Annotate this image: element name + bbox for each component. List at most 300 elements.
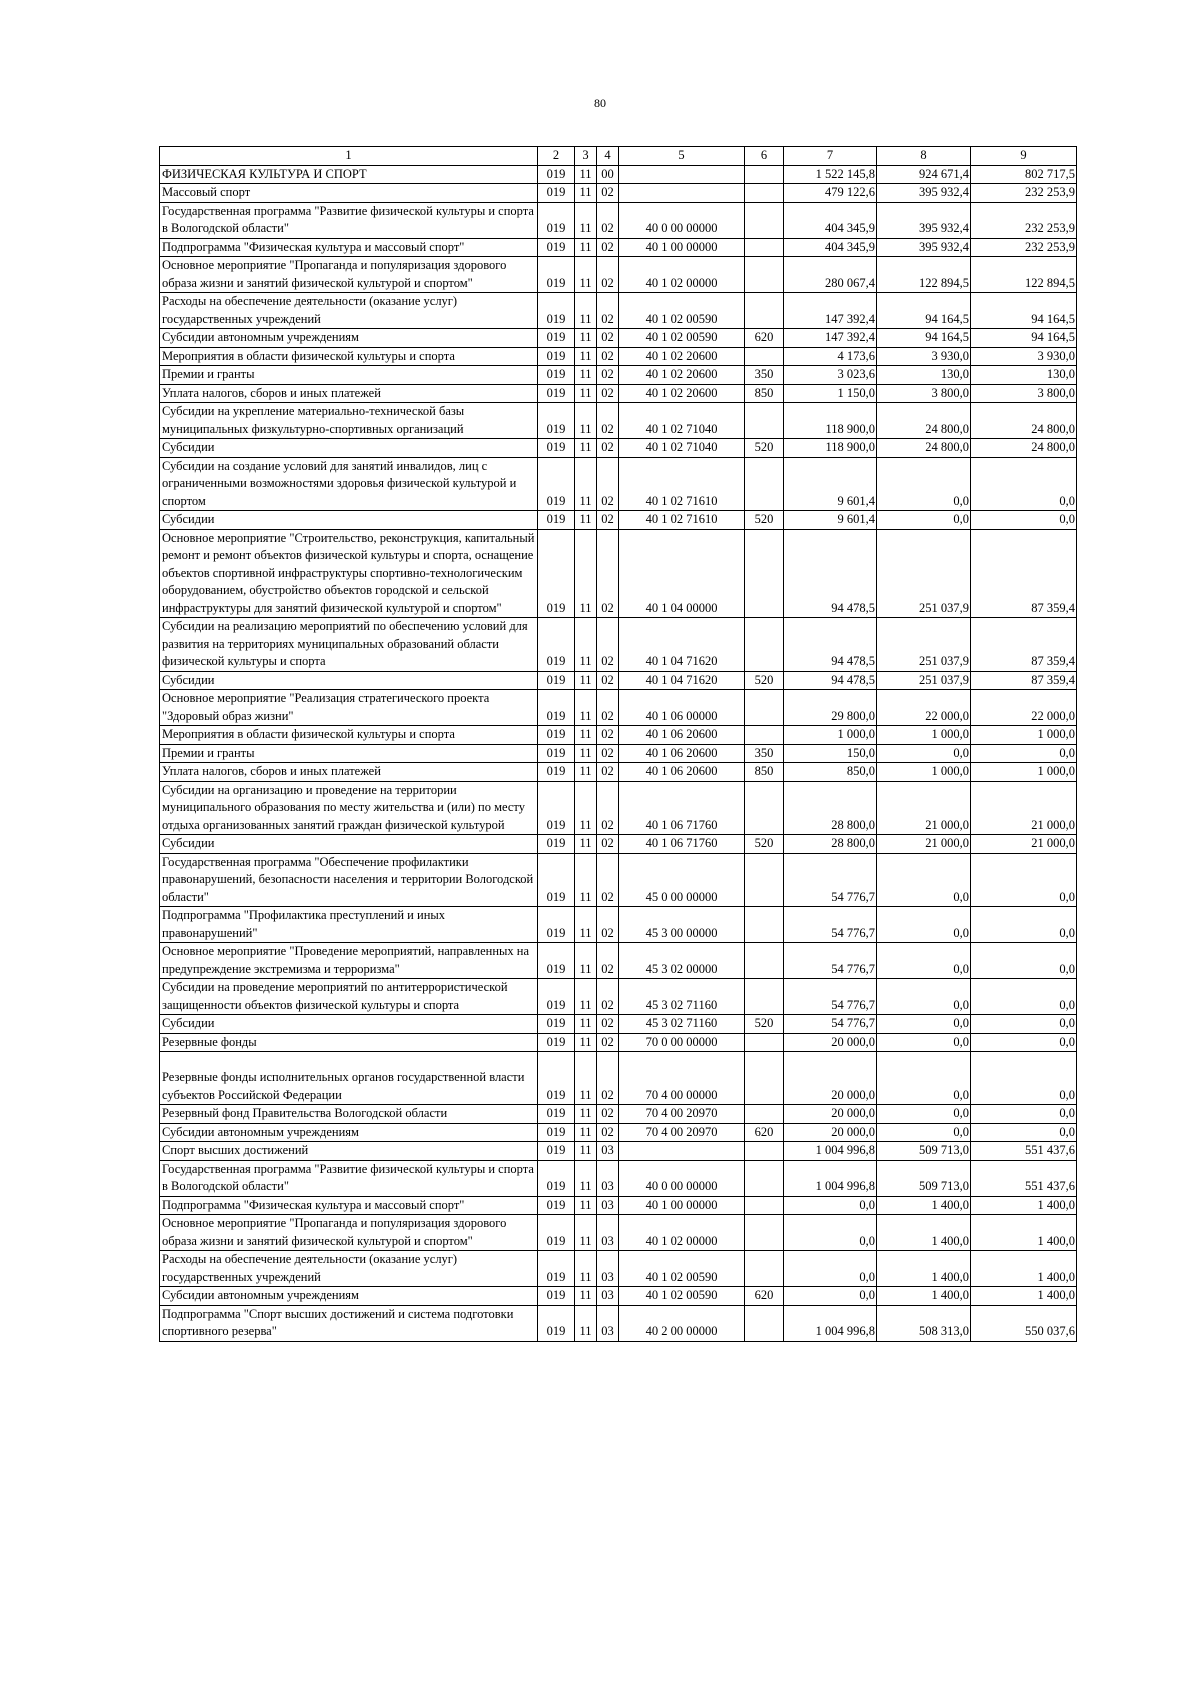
- amount-col-7: 0,0: [784, 1287, 877, 1306]
- code-expense-type: [745, 238, 784, 257]
- amount-col-7: 94 478,5: [784, 529, 877, 618]
- row-name: Основное мероприятие "Строительство, реконструкция, капитальный ремонт и ремонт объектов физической культуры и спорта, оснащение объектов спортивной инфраструктуры спортивно-технологическим оборудованием, обустройство объектов городской и сельской инфраструктуры для занятий физической культурой и спортом": [160, 529, 538, 618]
- amount-col-9: 0,0: [971, 511, 1077, 530]
- table-row: [160, 781, 1077, 835]
- amount-col-7: 147 392,4: [784, 329, 877, 348]
- code-expense-type: [745, 1251, 784, 1287]
- code-expense-type: 350: [745, 366, 784, 385]
- code-section: 11: [575, 457, 597, 511]
- code-target-article: 40 1 00 00000: [619, 238, 745, 257]
- code-subsection: 02: [597, 202, 619, 238]
- amount-col-8: 94 164,5: [877, 329, 971, 348]
- amount-col-9: 87 359,4: [971, 671, 1077, 690]
- amount-col-7: 20 000,0: [784, 1105, 877, 1124]
- row-name: Субсидии автономным учреждениям: [160, 329, 538, 348]
- row-name: Субсидии на создание условий для занятий инвалидов, лиц с ограниченными возможностями здоровья физической культурой и спортом: [160, 457, 538, 511]
- code-ministry: 019: [538, 943, 575, 979]
- code-target-article: 45 3 02 71160: [619, 1015, 745, 1034]
- table-row: [160, 184, 1077, 203]
- code-subsection: 02: [597, 384, 619, 403]
- amount-col-9: 21 000,0: [971, 781, 1077, 835]
- code-section: 11: [575, 763, 597, 782]
- code-subsection: 02: [597, 671, 619, 690]
- code-ministry: 019: [538, 238, 575, 257]
- row-name: Подпрограмма "Профилактика преступлений и иных правонарушений": [160, 907, 538, 943]
- code-expense-type: 620: [745, 1123, 784, 1142]
- code-section: 11: [575, 1105, 597, 1124]
- code-target-article: 70 4 00 20970: [619, 1123, 745, 1142]
- row-name: Мероприятия в области физической культуры и спорта: [160, 726, 538, 745]
- table-row: [160, 1123, 1077, 1142]
- code-expense-type: [745, 618, 784, 672]
- row-name: Государственная программа "Обеспечение профилактики правонарушений, безопасности населения и территории Вологодской области": [160, 853, 538, 907]
- page-number: 80: [594, 96, 606, 110]
- amount-col-7: 0,0: [784, 1251, 877, 1287]
- code-ministry: 019: [538, 781, 575, 835]
- table-row: [160, 347, 1077, 366]
- code-section: 11: [575, 943, 597, 979]
- row-name: Уплата налогов, сборов и иных платежей: [160, 763, 538, 782]
- amount-col-8: 395 932,4: [877, 184, 971, 203]
- code-section: 11: [575, 618, 597, 672]
- code-target-article: 40 1 02 00590: [619, 329, 745, 348]
- code-expense-type: [745, 184, 784, 203]
- amount-col-7: 1 004 996,8: [784, 1160, 877, 1196]
- code-ministry: 019: [538, 184, 575, 203]
- amount-col-9: 0,0: [971, 744, 1077, 763]
- amount-col-8: 1 400,0: [877, 1251, 971, 1287]
- code-target-article: 40 1 04 71620: [619, 671, 745, 690]
- column-header: 7: [784, 147, 877, 166]
- amount-col-8: 21 000,0: [877, 781, 971, 835]
- amount-col-7: 0,0: [784, 1196, 877, 1215]
- table-row: [160, 511, 1077, 530]
- amount-col-8: 0,0: [877, 1015, 971, 1034]
- table-row: [160, 1015, 1077, 1034]
- row-name: Государственная программа "Развитие физической культуры и спорта в Вологодской области": [160, 1160, 538, 1196]
- code-subsection: 02: [597, 763, 619, 782]
- table-row: [160, 1251, 1077, 1287]
- code-section: 11: [575, 1215, 597, 1251]
- amount-col-8: 395 932,4: [877, 202, 971, 238]
- code-target-article: 45 3 02 71160: [619, 979, 745, 1015]
- row-name: Субсидии автономным учреждениям: [160, 1123, 538, 1142]
- amount-col-7: 4 173,6: [784, 347, 877, 366]
- amount-col-7: 54 776,7: [784, 943, 877, 979]
- column-number-row: [160, 147, 1077, 166]
- code-expense-type: [745, 257, 784, 293]
- code-expense-type: [745, 165, 784, 184]
- code-ministry: 019: [538, 202, 575, 238]
- code-subsection: 02: [597, 907, 619, 943]
- amount-col-7: 3 023,6: [784, 366, 877, 385]
- code-ministry: 019: [538, 439, 575, 458]
- amount-col-9: 1 400,0: [971, 1215, 1077, 1251]
- code-target-article: 40 1 00 00000: [619, 1196, 745, 1215]
- code-ministry: 019: [538, 347, 575, 366]
- amount-col-9: 22 000,0: [971, 690, 1077, 726]
- amount-col-7: 404 345,9: [784, 238, 877, 257]
- code-expense-type: 850: [745, 384, 784, 403]
- table-row: [160, 690, 1077, 726]
- amount-col-7: 94 478,5: [784, 671, 877, 690]
- row-name: Премии и гранты: [160, 366, 538, 385]
- code-expense-type: [745, 202, 784, 238]
- code-target-article: [619, 1142, 745, 1161]
- code-section: 11: [575, 165, 597, 184]
- code-ministry: 019: [538, 1287, 575, 1306]
- code-target-article: 40 1 06 20600: [619, 726, 745, 745]
- code-target-article: 40 1 02 00000: [619, 1215, 745, 1251]
- table-row: [160, 979, 1077, 1015]
- code-ministry: 019: [538, 690, 575, 726]
- row-name: Субсидии автономным учреждениям: [160, 1287, 538, 1306]
- code-target-article: [619, 184, 745, 203]
- row-name: Субсидии: [160, 835, 538, 854]
- table-row: [160, 1305, 1077, 1341]
- row-name: Расходы на обеспечение деятельности (оказание услуг) государственных учреждений: [160, 1251, 538, 1287]
- amount-col-8: 1 400,0: [877, 1287, 971, 1306]
- amount-col-8: 1 000,0: [877, 726, 971, 745]
- amount-col-7: 20 000,0: [784, 1123, 877, 1142]
- code-section: 11: [575, 1142, 597, 1161]
- amount-col-9: 1 000,0: [971, 726, 1077, 745]
- code-target-article: 40 0 00 00000: [619, 1160, 745, 1196]
- table-row: [160, 1196, 1077, 1215]
- code-target-article: 40 1 02 20600: [619, 347, 745, 366]
- row-name: Субсидии: [160, 439, 538, 458]
- table-row: [160, 763, 1077, 782]
- code-subsection: 02: [597, 184, 619, 203]
- code-section: 11: [575, 184, 597, 203]
- code-section: 11: [575, 907, 597, 943]
- column-header: 6: [745, 147, 784, 166]
- code-expense-type: [745, 1142, 784, 1161]
- code-section: 11: [575, 853, 597, 907]
- code-section: 11: [575, 835, 597, 854]
- row-name: Резервный фонд Правительства Вологодской области: [160, 1105, 538, 1124]
- code-section: 11: [575, 1015, 597, 1034]
- table-row: [160, 202, 1077, 238]
- amount-col-9: 3 800,0: [971, 384, 1077, 403]
- table-row: [160, 943, 1077, 979]
- amount-col-8: 508 313,0: [877, 1305, 971, 1341]
- amount-col-8: 0,0: [877, 511, 971, 530]
- code-section: 11: [575, 690, 597, 726]
- amount-col-8: 0,0: [877, 979, 971, 1015]
- table-row: [160, 744, 1077, 763]
- amount-col-7: 1 000,0: [784, 726, 877, 745]
- code-ministry: 019: [538, 1033, 575, 1052]
- code-ministry: 019: [538, 384, 575, 403]
- code-ministry: 019: [538, 1251, 575, 1287]
- amount-col-8: 21 000,0: [877, 835, 971, 854]
- code-target-article: 45 3 02 00000: [619, 943, 745, 979]
- code-ministry: 019: [538, 293, 575, 329]
- code-section: 11: [575, 1033, 597, 1052]
- code-subsection: 02: [597, 744, 619, 763]
- amount-col-8: 251 037,9: [877, 671, 971, 690]
- amount-col-9: 87 359,4: [971, 529, 1077, 618]
- amount-col-8: 251 037,9: [877, 529, 971, 618]
- code-target-article: 40 1 02 71040: [619, 403, 745, 439]
- row-name: Подпрограмма "Физическая культура и массовый спорт": [160, 1196, 538, 1215]
- row-name: Субсидии на реализацию мероприятий по обеспечению условий для развития на территориях муниципальных образований области физической культуры и спорта: [160, 618, 538, 672]
- amount-col-9: 0,0: [971, 943, 1077, 979]
- amount-col-7: 850,0: [784, 763, 877, 782]
- code-expense-type: [745, 529, 784, 618]
- code-target-article: 40 0 00 00000: [619, 202, 745, 238]
- amount-col-8: 1 400,0: [877, 1196, 971, 1215]
- amount-col-8: 24 800,0: [877, 439, 971, 458]
- table-row: [160, 907, 1077, 943]
- table-row: [160, 293, 1077, 329]
- code-subsection: 02: [597, 457, 619, 511]
- table-row: [160, 618, 1077, 672]
- code-target-article: 40 2 00 00000: [619, 1305, 745, 1341]
- code-expense-type: [745, 943, 784, 979]
- code-expense-type: [745, 1215, 784, 1251]
- amount-col-7: 0,0: [784, 1215, 877, 1251]
- row-name: Премии и гранты: [160, 744, 538, 763]
- amount-col-8: 395 932,4: [877, 238, 971, 257]
- table-row: [160, 726, 1077, 745]
- amount-col-9: 3 930,0: [971, 347, 1077, 366]
- code-expense-type: [745, 1305, 784, 1341]
- code-target-article: 40 1 06 20600: [619, 744, 745, 763]
- table-row: [160, 1052, 1077, 1105]
- amount-col-9: 94 164,5: [971, 293, 1077, 329]
- code-ministry: 019: [538, 1142, 575, 1161]
- amount-col-8: 22 000,0: [877, 690, 971, 726]
- table-row: [160, 403, 1077, 439]
- column-header: 4: [597, 147, 619, 166]
- code-ministry: 019: [538, 329, 575, 348]
- amount-col-7: 9 601,4: [784, 511, 877, 530]
- amount-col-8: 0,0: [877, 1052, 971, 1105]
- amount-col-9: 0,0: [971, 907, 1077, 943]
- code-expense-type: 850: [745, 763, 784, 782]
- amount-col-7: 1 004 996,8: [784, 1305, 877, 1341]
- code-expense-type: [745, 907, 784, 943]
- code-section: 11: [575, 726, 597, 745]
- code-ministry: 019: [538, 165, 575, 184]
- code-subsection: 02: [597, 1033, 619, 1052]
- code-expense-type: 520: [745, 439, 784, 458]
- code-subsection: 03: [597, 1251, 619, 1287]
- column-header: 2: [538, 147, 575, 166]
- code-expense-type: [745, 457, 784, 511]
- amount-col-7: 150,0: [784, 744, 877, 763]
- code-section: 11: [575, 781, 597, 835]
- code-subsection: 02: [597, 1052, 619, 1105]
- code-subsection: 02: [597, 403, 619, 439]
- code-expense-type: 520: [745, 511, 784, 530]
- code-subsection: 03: [597, 1196, 619, 1215]
- code-target-article: 40 1 02 00590: [619, 293, 745, 329]
- code-subsection: 02: [597, 690, 619, 726]
- code-target-article: 40 1 06 20600: [619, 763, 745, 782]
- code-section: 11: [575, 403, 597, 439]
- code-subsection: 02: [597, 238, 619, 257]
- amount-col-7: 54 776,7: [784, 853, 877, 907]
- code-expense-type: [745, 1052, 784, 1105]
- code-subsection: 02: [597, 781, 619, 835]
- row-name: Основное мероприятие "Проведение мероприятий, направленных на предупреждение экстремизма и терроризма": [160, 943, 538, 979]
- row-name: Спорт высших достижений: [160, 1142, 538, 1161]
- table-row: [160, 238, 1077, 257]
- row-name: Государственная программа "Развитие физической культуры и спорта в Вологодской области": [160, 202, 538, 238]
- code-section: 11: [575, 744, 597, 763]
- code-target-article: 40 1 02 20600: [619, 366, 745, 385]
- code-section: 11: [575, 1052, 597, 1105]
- code-subsection: 02: [597, 511, 619, 530]
- table-row: [160, 1105, 1077, 1124]
- code-expense-type: [745, 403, 784, 439]
- table-row: [160, 1160, 1077, 1196]
- code-ministry: 019: [538, 1015, 575, 1034]
- amount-col-8: 1 000,0: [877, 763, 971, 782]
- code-section: 11: [575, 202, 597, 238]
- code-target-article: 40 1 06 00000: [619, 690, 745, 726]
- amount-col-7: 94 478,5: [784, 618, 877, 672]
- amount-col-8: 509 713,0: [877, 1142, 971, 1161]
- row-name: Субсидии: [160, 1015, 538, 1034]
- code-section: 11: [575, 1287, 597, 1306]
- code-expense-type: [745, 1196, 784, 1215]
- table-row: [160, 165, 1077, 184]
- amount-col-9: 87 359,4: [971, 618, 1077, 672]
- code-subsection: 02: [597, 979, 619, 1015]
- amount-col-9: 1 400,0: [971, 1251, 1077, 1287]
- column-header: 9: [971, 147, 1077, 166]
- amount-col-8: 0,0: [877, 943, 971, 979]
- code-section: 11: [575, 293, 597, 329]
- code-section: 11: [575, 1251, 597, 1287]
- code-ministry: 019: [538, 529, 575, 618]
- amount-col-7: 28 800,0: [784, 835, 877, 854]
- budget-table: [159, 146, 1077, 1342]
- code-target-article: 40 1 06 71760: [619, 835, 745, 854]
- code-ministry: 019: [538, 257, 575, 293]
- column-header: 1: [160, 147, 538, 166]
- code-expense-type: [745, 293, 784, 329]
- amount-col-9: 1 400,0: [971, 1196, 1077, 1215]
- code-target-article: 70 4 00 20970: [619, 1105, 745, 1124]
- code-target-article: [619, 165, 745, 184]
- table-row: [160, 1215, 1077, 1251]
- amount-col-9: 1 400,0: [971, 1287, 1077, 1306]
- row-name: Уплата налогов, сборов и иных платежей: [160, 384, 538, 403]
- amount-col-8: 0,0: [877, 1105, 971, 1124]
- amount-col-8: 130,0: [877, 366, 971, 385]
- amount-col-9: 21 000,0: [971, 835, 1077, 854]
- amount-col-8: 0,0: [877, 907, 971, 943]
- code-subsection: 02: [597, 1105, 619, 1124]
- code-ministry: 019: [538, 744, 575, 763]
- amount-col-9: 94 164,5: [971, 329, 1077, 348]
- row-name: Основное мероприятие "Реализация стратегического проекта "Здоровый образ жизни": [160, 690, 538, 726]
- code-subsection: 02: [597, 366, 619, 385]
- table-row: [160, 384, 1077, 403]
- amount-col-7: 404 345,9: [784, 202, 877, 238]
- amount-col-7: 54 776,7: [784, 979, 877, 1015]
- amount-col-7: 29 800,0: [784, 690, 877, 726]
- code-section: 11: [575, 529, 597, 618]
- code-section: 11: [575, 384, 597, 403]
- amount-col-8: 0,0: [877, 1123, 971, 1142]
- amount-col-9: 0,0: [971, 1105, 1077, 1124]
- code-subsection: 02: [597, 1123, 619, 1142]
- code-subsection: 02: [597, 257, 619, 293]
- code-section: 11: [575, 511, 597, 530]
- amount-col-9: 1 000,0: [971, 763, 1077, 782]
- code-target-article: 40 1 02 71610: [619, 511, 745, 530]
- column-header: 5: [619, 147, 745, 166]
- code-ministry: 019: [538, 366, 575, 385]
- amount-col-7: 20 000,0: [784, 1052, 877, 1105]
- table-row: [160, 439, 1077, 458]
- amount-col-8: 0,0: [877, 853, 971, 907]
- code-subsection: 00: [597, 165, 619, 184]
- code-target-article: 40 1 02 20600: [619, 384, 745, 403]
- amount-col-7: 280 067,4: [784, 257, 877, 293]
- code-section: 11: [575, 671, 597, 690]
- row-name: Резервные фонды: [160, 1033, 538, 1052]
- amount-col-7: 54 776,7: [784, 1015, 877, 1034]
- code-subsection: 02: [597, 529, 619, 618]
- amount-col-9: 0,0: [971, 979, 1077, 1015]
- amount-col-7: 28 800,0: [784, 781, 877, 835]
- code-expense-type: [745, 781, 784, 835]
- code-subsection: 02: [597, 293, 619, 329]
- row-name: Массовый спорт: [160, 184, 538, 203]
- amount-col-9: 122 894,5: [971, 257, 1077, 293]
- amount-col-9: 802 717,5: [971, 165, 1077, 184]
- amount-col-9: 0,0: [971, 1033, 1077, 1052]
- code-ministry: 019: [538, 1123, 575, 1142]
- code-subsection: 03: [597, 1160, 619, 1196]
- code-target-article: 40 1 02 00000: [619, 257, 745, 293]
- table-row: [160, 1033, 1077, 1052]
- amount-col-7: 1 150,0: [784, 384, 877, 403]
- amount-col-7: 147 392,4: [784, 293, 877, 329]
- code-section: 11: [575, 366, 597, 385]
- code-target-article: 40 1 02 00590: [619, 1287, 745, 1306]
- amount-col-8: 924 671,4: [877, 165, 971, 184]
- code-ministry: 019: [538, 1160, 575, 1196]
- amount-col-9: 24 800,0: [971, 439, 1077, 458]
- table-row: [160, 257, 1077, 293]
- amount-col-9: 0,0: [971, 457, 1077, 511]
- code-subsection: 03: [597, 1287, 619, 1306]
- table-row: [160, 1142, 1077, 1161]
- code-subsection: 02: [597, 618, 619, 672]
- code-section: 11: [575, 347, 597, 366]
- table-row: [160, 329, 1077, 348]
- code-target-article: 40 1 04 71620: [619, 618, 745, 672]
- amount-col-7: 1 522 145,8: [784, 165, 877, 184]
- code-section: 11: [575, 257, 597, 293]
- code-subsection: 02: [597, 347, 619, 366]
- amount-col-8: 3 800,0: [877, 384, 971, 403]
- amount-col-9: 232 253,9: [971, 184, 1077, 203]
- code-ministry: 019: [538, 403, 575, 439]
- code-ministry: 019: [538, 979, 575, 1015]
- code-ministry: 019: [538, 907, 575, 943]
- amount-col-9: 232 253,9: [971, 238, 1077, 257]
- amount-col-8: 509 713,0: [877, 1160, 971, 1196]
